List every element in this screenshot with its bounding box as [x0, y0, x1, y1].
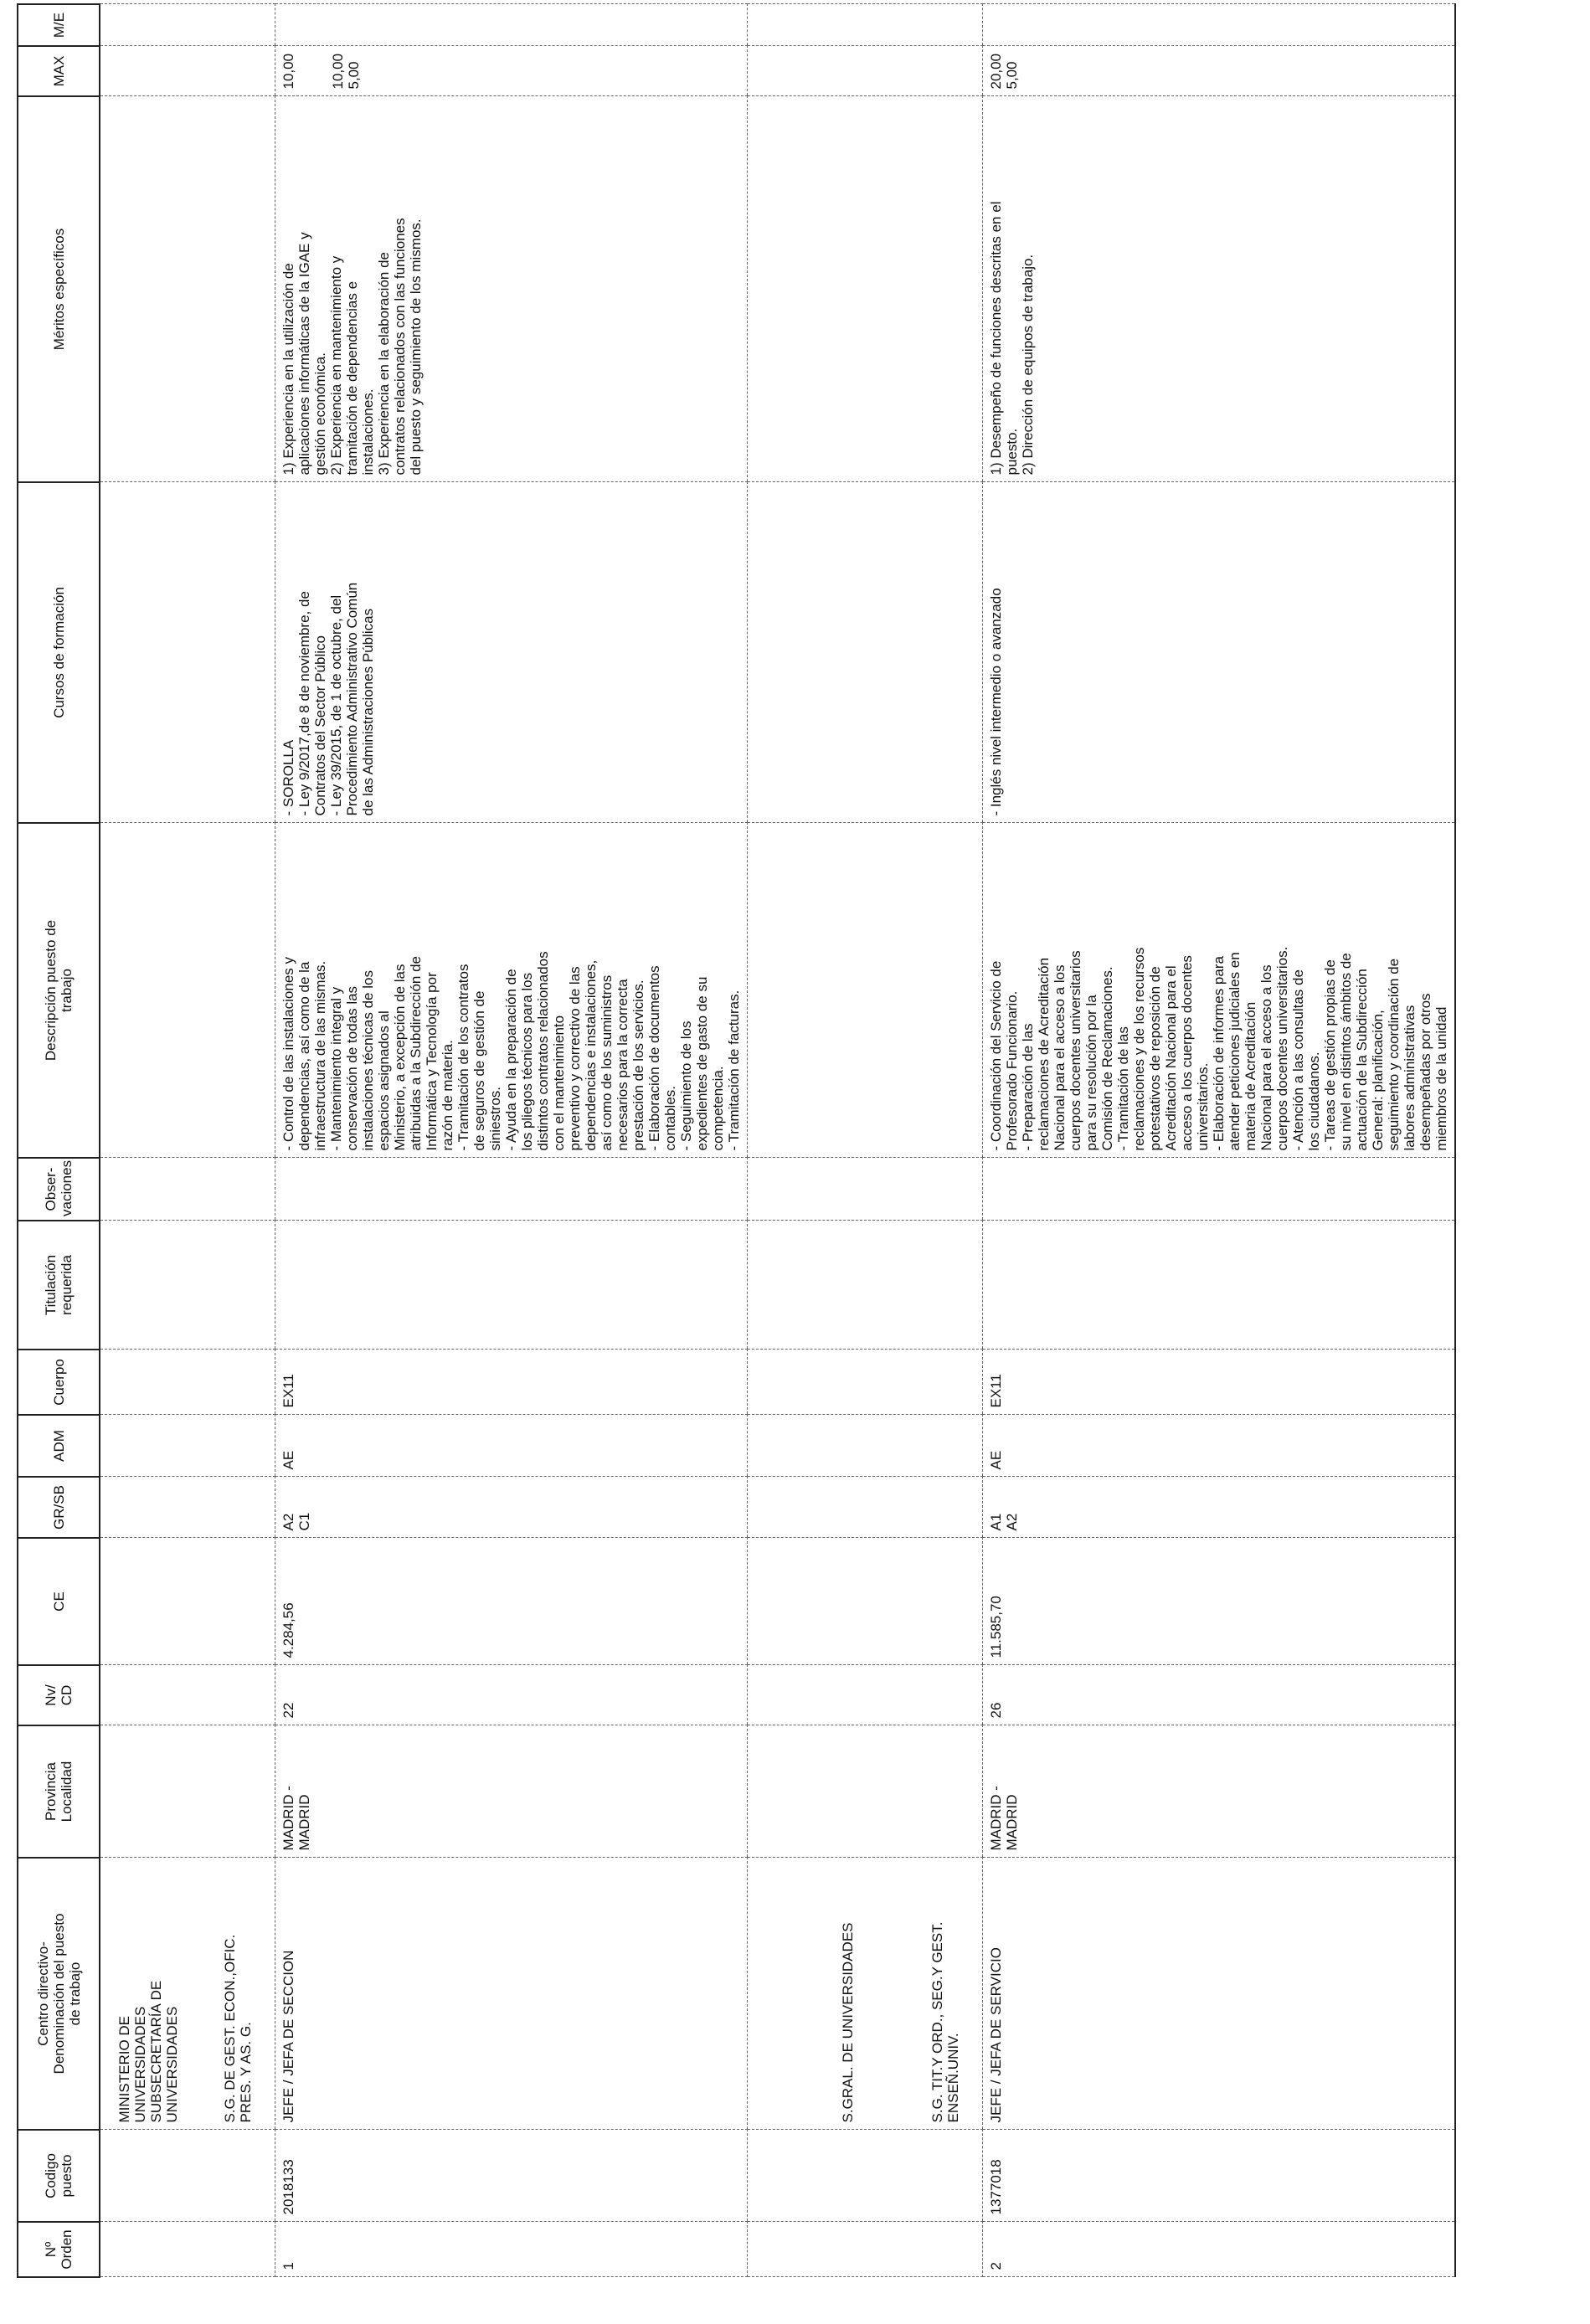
puesto-cell: JEFE / JEFA DE SERVICIO: [983, 1858, 1456, 2130]
max-value: 5,00: [1004, 61, 1020, 90]
cursos-cell: - SOROLLA - Ley 9/2017,de 8 de noviembre, de Contratos del Sector Público - Ley 39/2015, de 1 de octubre, del Procedimiento Administrativo Común de las Administraciones Públicas: [275, 482, 748, 823]
sg-label: S.G. TIT.Y ORD., SEG.Y GEST. ENSEÑ.UNIV.: [929, 1921, 961, 2123]
observaciones-cell: [275, 1158, 748, 1221]
header-meritos: Méritos específicos: [18, 96, 100, 482]
ministerio-label: MINISTERIO DE UNIVERSIDADES SUBSECRETARÍA DE UNIVERSIDADES: [116, 1980, 180, 2123]
ce-cell: 11.585,70: [983, 1538, 1456, 1665]
adm-cell: AE: [275, 1415, 748, 1477]
header-codigo: Codigo puesto: [18, 2130, 100, 2222]
titulacion-cell: [275, 1221, 748, 1350]
header-titulacion: Titulación requerida: [18, 1221, 100, 1350]
header-me: M/E: [18, 4, 100, 46]
observaciones-cell: [983, 1158, 1456, 1221]
header-grsb: GR/SB: [18, 1477, 100, 1538]
adm-cell: AE: [983, 1415, 1456, 1477]
table-row: [275, 4, 748, 2277]
provincia-cell: MADRID - MADRID: [983, 1725, 1456, 1858]
table-row: [983, 4, 1456, 2277]
grsb-cell: A2 C1: [275, 1477, 748, 1538]
nivel-cell: 26: [983, 1665, 1456, 1725]
header-descripcion: Descripción puesto de trabajo: [18, 823, 100, 1158]
header-max: MAX: [18, 46, 100, 96]
separator-row: [748, 4, 983, 2277]
max-value: 10,00: [330, 53, 346, 90]
me-cell: [983, 4, 1456, 46]
cursos-cell: - Inglés nivel intermedio o avanzado: [983, 482, 1456, 823]
orden-cell: 1: [275, 2222, 748, 2277]
header-row: [18, 4, 100, 2277]
header-cursos: Cursos de formación: [18, 482, 100, 823]
max-value: 5,00: [346, 61, 362, 90]
max-value: 10,00: [280, 53, 296, 90]
header-cuerpo: Cuerpo: [18, 1350, 100, 1415]
max-value: 20,00: [988, 53, 1004, 90]
header-provincia: Provincia Localidad: [18, 1725, 100, 1858]
nivel-cell: 22: [275, 1665, 748, 1725]
header-orden: Nº Orden: [18, 2222, 100, 2277]
header-adm: ADM: [18, 1415, 100, 1477]
sgral-label: S.GRAL. DE UNIVERSIDADES: [840, 1922, 856, 2123]
rpt-table: [17, 3, 1456, 2278]
titulacion-cell: [983, 1221, 1456, 1350]
provincia-cell: MADRID - MADRID: [275, 1725, 748, 1858]
codigo-cell: 1377018: [983, 2130, 1456, 2222]
ce-cell: 4.284,56: [275, 1538, 748, 1665]
cuerpo-cell: EX11: [983, 1350, 1456, 1415]
descripcion-cell: - Control de las instalaciones y dependencias, así como de la infraestructura de las mismas. - Mantenimiento integral y conservación de todas las instalaciones técnicas de los espacios asignados al Ministerio, a excepción de las atribuidas a la Subdirección de Informática y Tecnología por razón de materia. - Tramitación de los contratos de seguros de gestión de siniestros. - Ayuda en la preparación de los pliegos técnicos para los distintos contratos relacionados con el mantenimiento preventivo y correctivo de las dependencias e instalaciones, así como de los suministros necesarios para la correcta prestación de los servicios. - Elaboración de documentos contables. - Seguimiento de los expedientes de gasto de su competencia. - Tramitación de facturas.: [275, 823, 748, 1158]
subdireccion-label: S.G. DE GEST. ECON.,OFIC. PRES. Y AS. G.: [222, 1934, 254, 2123]
header-ce: CE: [18, 1538, 100, 1665]
max-cell: [275, 46, 748, 96]
cuerpo-cell: EX11: [275, 1350, 748, 1415]
header-observaciones: Obser- vaciones: [18, 1158, 100, 1221]
header-centro: Centro directivo- Denominación del puesto de trabajo: [18, 1858, 100, 2130]
descripcion-cell: - Coordinación del Servicio de Profesorado Funcionario. - Preparación de las reclamaciones de Acreditación Nacional para el acceso a los cuerpos docentes universitarios para su resolución por la Comisión de Reclamaciones. - Tramitación de las reclamaciones y de los recursos potestativos de reposición de Acreditación Nacional para el acceso a los cuerpos docentes universitarios. - Elaboración de informes para atender peticiones judiciales en materia de Acreditación Nacional para el acceso a los cuerpos docentes universitarios. - Atención a las consultas de los ciudadanos. - Tareas de gestión propias de su nivel en distintos ámbitos de actuación de la Subdirección General: planificación, seguimiento y coordinación de labores administrativas desempeñadas por otros miembros de la unidad: [983, 823, 1456, 1158]
me-cell: [275, 4, 748, 46]
header-nivel: Nv/ CD: [18, 1665, 100, 1725]
org-row: [100, 4, 275, 2277]
orden-cell: 2: [983, 2222, 1456, 2277]
codigo-cell: 2018133: [275, 2130, 748, 2222]
meritos-cell: 1) Desempeño de funciones descritas en el puesto. 2) Dirección de equipos de trabajo.: [983, 96, 1456, 482]
grsb-cell: A1 A2: [983, 1477, 1456, 1538]
meritos-cell: 1) Experiencia en la utilización de aplicaciones informáticas de la IGAE y gestión económica. 2) Experiencia en mantenimiento y tramitación de dependencias e instalaciones. 3) Experiencia en la elaboración de contratos relacionados con las funciones del puesto y seguimiento de los mismos.: [275, 96, 748, 482]
puesto-cell: JEFE / JEFA DE SECCION: [275, 1858, 748, 2130]
max-cell: [983, 46, 1456, 96]
